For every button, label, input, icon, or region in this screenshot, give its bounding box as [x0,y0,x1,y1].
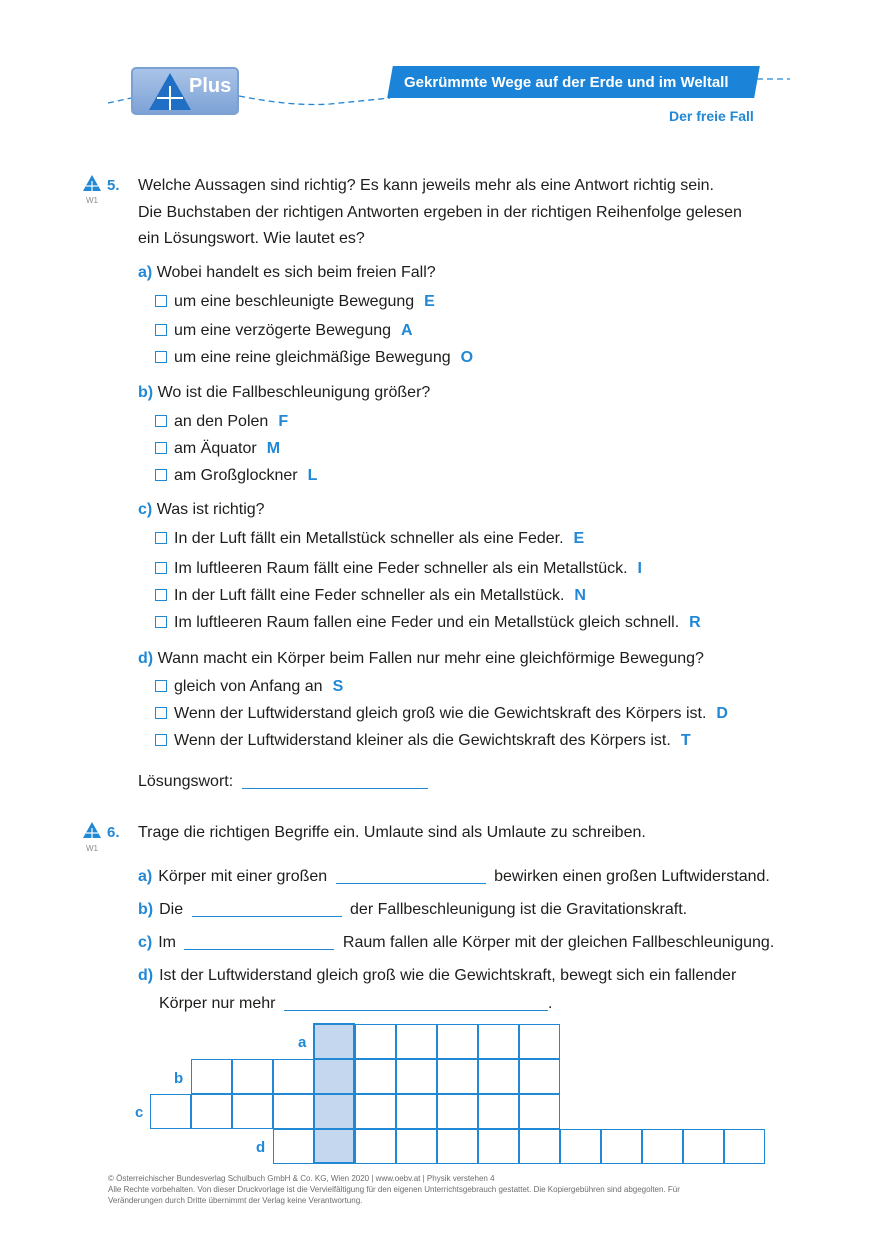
subquestion-text: Wobei handelt es sich beim freien Fall? [156,264,436,281]
option-letter: M [266,440,281,457]
option-text: am Äquator [174,440,257,457]
checkbox[interactable] [155,562,167,574]
crossword-cell-d[interactable] [273,1129,314,1164]
crossword-label-b: b [174,1070,184,1087]
subquestion-text: Wo ist die Fallbeschleunigung größer? [157,384,431,401]
checkbox[interactable] [155,469,167,481]
option-letter: R [689,614,701,631]
option[interactable] [155,292,435,312]
subquestion-a [138,263,436,283]
crossword-cell-a[interactable] [519,1024,560,1059]
checkbox[interactable] [155,589,167,601]
crossword-cell-c[interactable] [232,1094,273,1129]
crossword-cell-d[interactable] [642,1129,683,1164]
subquestion-c [138,500,265,520]
option-letter: N [574,587,586,604]
crossword-cell-d[interactable] [683,1129,724,1164]
question-text: ein Lösungswort. Wie lautet es? [138,230,365,247]
crossword-cell-d[interactable] [437,1129,478,1164]
option-letter: S [332,678,344,695]
crossword-cell-c[interactable] [191,1094,232,1129]
triangle-logo-icon [147,72,193,112]
solution-label: Lösungswort: [138,773,234,790]
crossword-cell-b[interactable] [232,1059,273,1094]
option[interactable] [155,731,691,751]
triangle-icon [83,175,101,191]
fill-text-before: Körper nur mehr [159,995,276,1012]
crossword-cell-c[interactable] [519,1094,560,1129]
subquestion-b [138,383,430,403]
question-text: Welche Aussagen sind richtig? Es kann jeweils mehr als eine Antwort richtig sein. [138,177,714,194]
fill-in-d [138,966,736,986]
crossword-label-a: a [298,1034,307,1051]
fill-text-after: bewirken einen großen Luftwiderstand. [494,868,770,885]
option[interactable] [155,677,343,697]
footer [108,1173,788,1206]
page-subtitle: Der freie Fall [669,108,754,124]
plus-logo [131,67,239,115]
crossword-label-d: d [256,1139,266,1156]
crossword-cell-d[interactable] [519,1129,560,1164]
crossword-cell-c[interactable] [478,1094,519,1129]
crossword-cell-d[interactable] [601,1129,642,1164]
fill-text-before: Im [158,934,177,951]
fill-in-line[interactable] [184,949,334,950]
option-letter: A [401,322,413,339]
crossword-grid [135,1024,770,1166]
crossword-cell-d[interactable] [478,1129,519,1164]
option-letter: E [573,530,585,547]
subquestion-label: b) [138,384,154,401]
fill-text-after: Raum fallen alle Körper mit der gleichen Fallbeschleunigung. [342,934,775,951]
crossword-label-c: c [135,1104,144,1121]
fill-in-c [138,933,774,953]
option[interactable] [155,439,280,459]
fill-text-before: Körper mit einer großen [158,868,328,885]
logo-text: Plus [189,75,232,97]
question-text: Die Buchstaben der richtigen Antworten ergeben in der richtigen Reihenfolge gelesen [138,204,742,221]
option-text: gleich von Anfang an [174,678,323,695]
solution-column-frame [313,1023,355,1164]
option-text: Im luftleeren Raum fällt eine Feder schneller als ein Metallstück. [174,560,628,577]
option-text: um eine verzögerte Bewegung [174,322,392,339]
crossword-cell-c[interactable] [355,1094,396,1129]
option-text: Wenn der Luftwiderstand gleich groß wie die Gewichtskraft des Körpers ist. [174,705,707,722]
crossword-cell-c[interactable] [273,1094,314,1129]
solution-input-line[interactable] [242,788,428,789]
crossword-cell-d[interactable] [396,1129,437,1164]
crossword-cell-d[interactable] [355,1129,396,1164]
footer-line: © Österreichischer Bundesverlag Schulbuch GmbH & Co. KG, Wien 2020 | www.oebv.at | Physik verstehen 4 [108,1174,495,1183]
checkbox[interactable] [155,734,167,746]
crossword-cell-c[interactable] [396,1094,437,1129]
fill-text-before: Die [159,901,184,918]
option[interactable] [155,466,317,486]
fill-in-line[interactable] [192,916,342,917]
crossword-cell-b[interactable] [437,1059,478,1094]
subquestion-text: Was ist richtig? [156,501,265,518]
option[interactable] [155,529,584,549]
option-text: In der Luft fällt ein Metallstück schneller als eine Feder. [174,530,564,547]
checkbox[interactable] [155,532,167,544]
subquestion-label: c) [138,934,153,951]
option-text: In der Luft fällt eine Feder schneller als ein Metallstück. [174,587,565,604]
checkbox[interactable] [155,295,167,307]
option-letter: F [278,413,289,430]
crossword-cell-b[interactable] [396,1059,437,1094]
crossword-cell-c[interactable] [150,1094,191,1129]
fill-in-b [138,900,687,920]
crossword-cell-a[interactable] [355,1024,396,1059]
subquestion-d [138,649,704,669]
crossword-cell-b[interactable] [273,1059,314,1094]
crossword-cell-d[interactable] [560,1129,601,1164]
option-letter: T [680,732,691,749]
footer-line: Veränderungen durch Dritte übernimmt der Verlag keine Verantwortung. [108,1196,363,1205]
fill-text-after: der Fallbeschleunigung ist die Gravitationskraft. [350,901,688,918]
option[interactable] [155,321,413,341]
crossword-cell-b[interactable] [355,1059,396,1094]
crossword-cell-a[interactable] [478,1024,519,1059]
subquestion-label: a) [138,264,153,281]
option-letter: L [307,467,318,484]
fill-in-a [138,867,770,887]
checkbox[interactable] [155,616,167,628]
option[interactable] [155,613,701,633]
option[interactable] [155,348,473,368]
subquestion-label: d) [138,967,154,984]
option-letter: O [460,349,474,366]
subquestion-text: Wann macht ein Körper beim Fallen nur mehr eine gleichförmige Bewegung? [157,650,704,667]
subquestion-label: a) [138,868,153,885]
option[interactable] [155,704,728,724]
option-letter: D [716,705,728,722]
crossword-cell-a[interactable] [396,1024,437,1059]
question-number: 5. [107,177,120,194]
checkbox[interactable] [155,415,167,427]
solution-row [138,772,428,792]
crossword-cell-c[interactable] [437,1094,478,1129]
checkbox[interactable] [155,351,167,363]
option[interactable] [155,559,642,579]
competence-tag: W1 [86,196,98,205]
competence-tag: W1 [86,844,98,853]
fill-text-before: Ist der Luftwiderstand gleich groß wie die Gewichtskraft, bewegt sich ein fallender [159,967,737,984]
fill-in-d-line2 [159,994,552,1014]
option-letter: I [637,560,642,577]
subquestion-label: d) [138,650,154,667]
option-text: um eine reine gleichmäßige Bewegung [174,349,451,366]
crossword-cell-d[interactable] [724,1129,765,1164]
option-text: am Großglockner [174,467,298,484]
subquestion-label: c) [138,501,153,518]
question-number: 6. [107,824,120,841]
option-text: Im luftleeren Raum fallen eine Feder und ein Metallstück gleich schnell. [174,614,680,631]
checkbox[interactable] [155,324,167,336]
option-letter: E [424,293,435,310]
option[interactable] [155,412,288,432]
option-text: an den Polen [174,413,269,430]
triangle-icon [83,822,101,838]
footer-line: Alle Rechte vorbehalten. Von dieser Druckvorlage ist die Vervielfältigung für den eigenen Unterrichtsgebrauch gestattet. Die Kopiergebühren sind abgegolten. Für [108,1185,680,1194]
question-text: Trage die richtigen Begriffe ein. Umlaute sind als Umlaute zu schreiben. [138,824,646,841]
option[interactable] [155,586,586,606]
checkbox[interactable] [155,442,167,454]
checkbox[interactable] [155,707,167,719]
fill-text-after: . [547,995,553,1012]
fill-in-line[interactable] [284,1010,548,1011]
subquestion-label: b) [138,901,154,918]
crossword-cell-b[interactable] [519,1059,560,1094]
option-text: um eine beschleunigte Bewegung [174,293,415,310]
crossword-cell-b[interactable] [478,1059,519,1094]
fill-in-line[interactable] [336,883,486,884]
option-text: Wenn der Luftwiderstand kleiner als die Gewichtskraft des Körpers ist. [174,732,671,749]
crossword-cell-b[interactable] [191,1059,232,1094]
page-title: Gekrümmte Wege auf der Erde und im Weltall [404,74,729,91]
checkbox[interactable] [155,680,167,692]
crossword-cell-a[interactable] [437,1024,478,1059]
